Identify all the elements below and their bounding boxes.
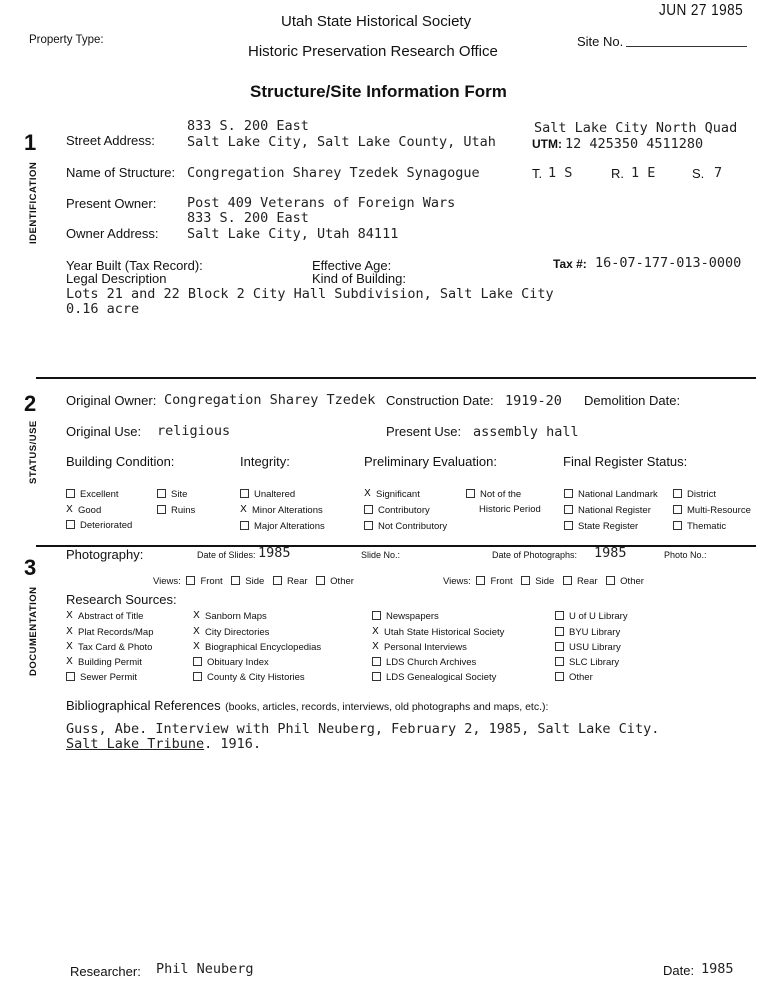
research-sources-label: Research Sources: — [66, 592, 177, 607]
office-name: Historic Preservation Research Office — [248, 43, 498, 60]
checkbox-icon — [564, 521, 573, 530]
integrity-unaltered[interactable]: Unaltered — [240, 489, 295, 500]
bibliography-label: Bibliographical References — [66, 698, 221, 713]
checkbox-icon[interactable] — [606, 576, 615, 585]
original-owner-label: Original Owner: — [66, 393, 157, 408]
condition-site[interactable]: Site — [157, 489, 187, 500]
checkbox-icon[interactable] — [563, 576, 572, 585]
source-uofu[interactable]: U of U Library — [555, 611, 628, 622]
section-3-number: 3 — [24, 555, 37, 580]
prelim-not-of-period[interactable]: Not of the — [466, 489, 521, 500]
tax-number-value: 16-07-177-013-0000 — [595, 255, 742, 271]
source-interviews[interactable]: X Personal Interviews — [372, 640, 467, 653]
footer-date-label: Date: — [663, 963, 695, 978]
checkbox-icon — [673, 505, 682, 514]
source-abstract[interactable]: X Abstract of Title — [66, 609, 144, 622]
final-register-status-label: Final Register Status: — [563, 454, 688, 469]
source-other[interactable]: Other — [555, 672, 593, 683]
checked-box-icon: X — [364, 487, 371, 499]
checkbox-icon — [66, 520, 75, 529]
checked-box-icon: X — [193, 640, 200, 652]
legal-line-2: 0.16 acre — [66, 301, 140, 317]
checkbox-icon — [240, 489, 249, 498]
checkbox-icon — [372, 657, 381, 666]
condition-good[interactable]: X Good — [66, 503, 102, 516]
street-line-2: Salt Lake City, Salt Lake County, Utah — [187, 134, 496, 150]
photo-views — [443, 576, 644, 587]
slide-view-other: Other — [330, 576, 354, 587]
utm-value: 12 425350 4511280 — [565, 136, 704, 152]
preliminary-evaluation-label: Preliminary Evaluation: — [364, 454, 497, 469]
slide-view-rear: Rear — [286, 576, 308, 587]
source-plat[interactable]: X Plat Records/Map — [66, 625, 154, 638]
structure-name-value: Congregation Sharey Tzedek Synagogue — [187, 165, 480, 181]
checkbox-icon — [193, 672, 202, 681]
source-byu[interactable]: BYU Library — [555, 627, 620, 638]
checkbox-icon[interactable] — [521, 576, 530, 585]
checked-box-icon: X — [66, 503, 73, 515]
photo-view-side: Side — [535, 576, 555, 587]
bibliography-line-2 — [66, 736, 261, 752]
owner-line-2: 833 S. 200 East — [187, 210, 309, 226]
date-of-photos-label: Date of Photographs: — [492, 550, 578, 560]
owner-line-3: Salt Lake City, Utah 84111 — [187, 226, 399, 242]
checkbox-icon — [372, 611, 381, 620]
checkbox-icon — [673, 489, 682, 498]
site-no-label: Site No. — [577, 34, 624, 49]
section-2-side-label: STATUS/USE — [28, 420, 39, 484]
final-district[interactable]: District — [673, 489, 716, 500]
condition-ruins[interactable]: Ruins — [157, 505, 195, 516]
checked-box-icon: X — [66, 609, 73, 621]
source-sanborn[interactable]: X Sanborn Maps — [193, 609, 267, 622]
construction-date-label: Construction Date: — [386, 393, 494, 408]
slide-no-label: Slide No.: — [361, 550, 401, 560]
owner-address-label: Owner Address: — [66, 226, 159, 241]
checkbox-icon — [673, 521, 682, 530]
integrity-label: Integrity: — [240, 454, 290, 469]
researcher-label: Researcher: — [70, 964, 141, 979]
source-slc[interactable]: SLC Library — [555, 657, 619, 668]
checkbox-icon — [372, 672, 381, 681]
checked-box-icon: X — [193, 625, 200, 637]
newspaper-year: . 1916. — [204, 736, 262, 752]
present-use-label: Present Use: — [386, 424, 462, 439]
source-building-permit[interactable]: X Building Permit — [66, 655, 142, 668]
street-address-label: Street Address: — [66, 133, 155, 148]
photo-view-front: Front — [490, 576, 513, 587]
section-2-number: 2 — [24, 391, 37, 416]
checkbox-icon[interactable] — [316, 576, 325, 585]
checkbox-icon — [157, 505, 166, 514]
section-label: S. — [692, 166, 705, 181]
photo-no-label: Photo No.: — [664, 550, 707, 560]
checked-box-icon: X — [66, 655, 73, 667]
checkbox-icon — [364, 521, 373, 530]
photography-label: Photography: — [66, 547, 144, 562]
source-obituary[interactable]: Obituary Index — [193, 657, 269, 668]
slide-views — [153, 576, 354, 587]
tax-number-label: Tax #: — [553, 257, 587, 271]
date-of-slides-label: Date of Slides: — [197, 550, 256, 560]
newspaper-title: Salt Lake Tribune — [66, 736, 205, 752]
source-city-directories[interactable]: X City Directories — [193, 625, 270, 638]
legal-description-label: Legal Description — [66, 271, 167, 286]
checkbox-icon — [193, 657, 202, 666]
checkbox-icon — [555, 642, 564, 651]
township-label: T. — [532, 166, 543, 181]
checked-box-icon: X — [372, 640, 379, 652]
final-state-register[interactable]: State Register — [564, 521, 638, 532]
kind-of-building-label: Kind of Building: — [312, 271, 406, 286]
final-multi-resource[interactable]: Multi-Resource — [673, 505, 751, 516]
checkbox-icon — [555, 611, 564, 620]
researcher-value: Phil Neuberg — [156, 961, 254, 977]
checked-box-icon: X — [193, 609, 200, 621]
form-title: Structure/Site Information Form — [250, 82, 507, 101]
checkbox-icon — [66, 672, 75, 681]
section-3-side-label: DOCUMENTATION — [28, 586, 39, 676]
effective-age-label: Effective Age: — [312, 258, 392, 273]
final-national-register[interactable]: National Register — [564, 505, 651, 516]
checkbox-icon[interactable] — [273, 576, 282, 585]
original-use-value: religious — [157, 423, 231, 439]
checked-box-icon: X — [372, 625, 379, 637]
year-built-label: Year Built (Tax Record): — [66, 258, 203, 273]
structure-name-label: Name of Structure: — [66, 165, 176, 180]
demolition-date-label: Demolition Date: — [584, 393, 681, 408]
prelim-historic-period-label: Historic Period — [479, 504, 541, 515]
source-ushs[interactable]: X Utah State Historical Society — [372, 625, 505, 638]
checkbox-icon[interactable] — [476, 576, 485, 585]
integrity-minor[interactable]: X Minor Alterations — [240, 503, 323, 516]
range-label: R. — [611, 166, 624, 181]
section-value: 7 — [714, 165, 723, 181]
final-thematic[interactable]: Thematic — [673, 521, 726, 532]
source-bio-encyclopedias[interactable]: X Biographical Encyclopedias — [193, 640, 322, 653]
checkbox-icon[interactable] — [231, 576, 240, 585]
street-line-1: 833 S. 200 East — [187, 118, 309, 134]
slide-view-front: Front — [200, 576, 223, 587]
date-of-slides-value: 1985 — [258, 545, 291, 561]
source-usu[interactable]: USU Library — [555, 642, 621, 653]
checkbox-icon — [564, 505, 573, 514]
section-1-divider — [36, 377, 756, 379]
prelim-significant[interactable]: X Significant — [364, 487, 420, 500]
checkbox-icon — [555, 672, 564, 681]
source-tax-card[interactable]: X Tax Card & Photo — [66, 640, 153, 653]
building-condition-label: Building Condition: — [66, 454, 175, 469]
quad-name: Salt Lake City North Quad — [534, 120, 738, 136]
checkbox-icon — [555, 657, 564, 666]
date-stamp: JUN 27 1985 — [659, 2, 744, 19]
slide-views-label: Views: — [153, 576, 181, 587]
prelim-contributory[interactable]: Contributory — [364, 505, 430, 516]
checkbox-icon — [466, 489, 475, 498]
checkbox-icon — [555, 627, 564, 636]
present-use-value: assembly hall — [473, 424, 579, 440]
checkbox-icon[interactable] — [186, 576, 195, 585]
bibliography-note: (books, articles, records, interviews, old photographs and maps, etc.): — [225, 701, 549, 713]
photo-view-other: Other — [620, 576, 644, 587]
condition-excellent[interactable]: Excellent — [66, 489, 119, 500]
original-use-label: Original Use: — [66, 424, 142, 439]
bibliography-line-1: Guss, Abe. Interview with Phil Neuberg, February 2, 1985, Salt Lake City. — [66, 721, 660, 737]
legal-line-1: Lots 21 and 22 Block 2 City Hall Subdivision, Salt Lake City — [66, 286, 554, 302]
source-lds-archives[interactable]: LDS Church Archives — [372, 657, 476, 668]
footer-date-value: 1985 — [701, 961, 734, 977]
range-value: 1 E — [631, 165, 656, 181]
bibliography-heading — [66, 697, 548, 715]
source-lds-genealogical[interactable]: LDS Genealogical Society — [372, 672, 496, 683]
section-1-side-label: IDENTIFICATION — [28, 161, 39, 244]
checkbox-icon — [240, 521, 249, 530]
township-value: 1 S — [548, 165, 573, 181]
construction-date-value: 1919-20 — [505, 393, 562, 409]
section-1-number: 1 — [24, 130, 37, 155]
prelim-not-contributory[interactable]: Not Contributory — [364, 521, 447, 532]
org-name: Utah State Historical Society — [281, 13, 472, 30]
slide-view-side: Side — [245, 576, 265, 587]
checkbox-icon — [66, 489, 75, 498]
source-newspapers[interactable]: Newspapers — [372, 611, 439, 622]
checkbox-icon — [157, 489, 166, 498]
site-no-field[interactable] — [626, 46, 747, 47]
utm-label: UTM: — [532, 137, 562, 151]
checked-box-icon: X — [66, 625, 73, 637]
original-owner-value: Congregation Sharey Tzedek — [164, 392, 376, 408]
section-2-divider — [36, 545, 756, 547]
photo-view-rear: Rear — [576, 576, 598, 587]
owner-line-1: Post 409 Veterans of Foreign Wars — [187, 195, 456, 211]
checked-box-icon: X — [240, 503, 247, 515]
source-sewer-permit[interactable]: Sewer Permit — [66, 672, 137, 683]
photo-views-label: Views: — [443, 576, 471, 587]
date-of-photos-value: 1985 — [594, 545, 627, 561]
checkbox-icon — [564, 489, 573, 498]
property-type-label: Property Type: — [29, 34, 104, 46]
final-national-landmark[interactable]: National Landmark — [564, 489, 658, 500]
integrity-major[interactable]: Major Alterations — [240, 521, 325, 532]
present-owner-label: Present Owner: — [66, 196, 157, 211]
checkbox-icon — [364, 505, 373, 514]
checked-box-icon: X — [66, 640, 73, 652]
source-county-histories[interactable]: County & City Histories — [193, 672, 305, 683]
condition-deteriorated[interactable]: Deteriorated — [66, 520, 132, 531]
